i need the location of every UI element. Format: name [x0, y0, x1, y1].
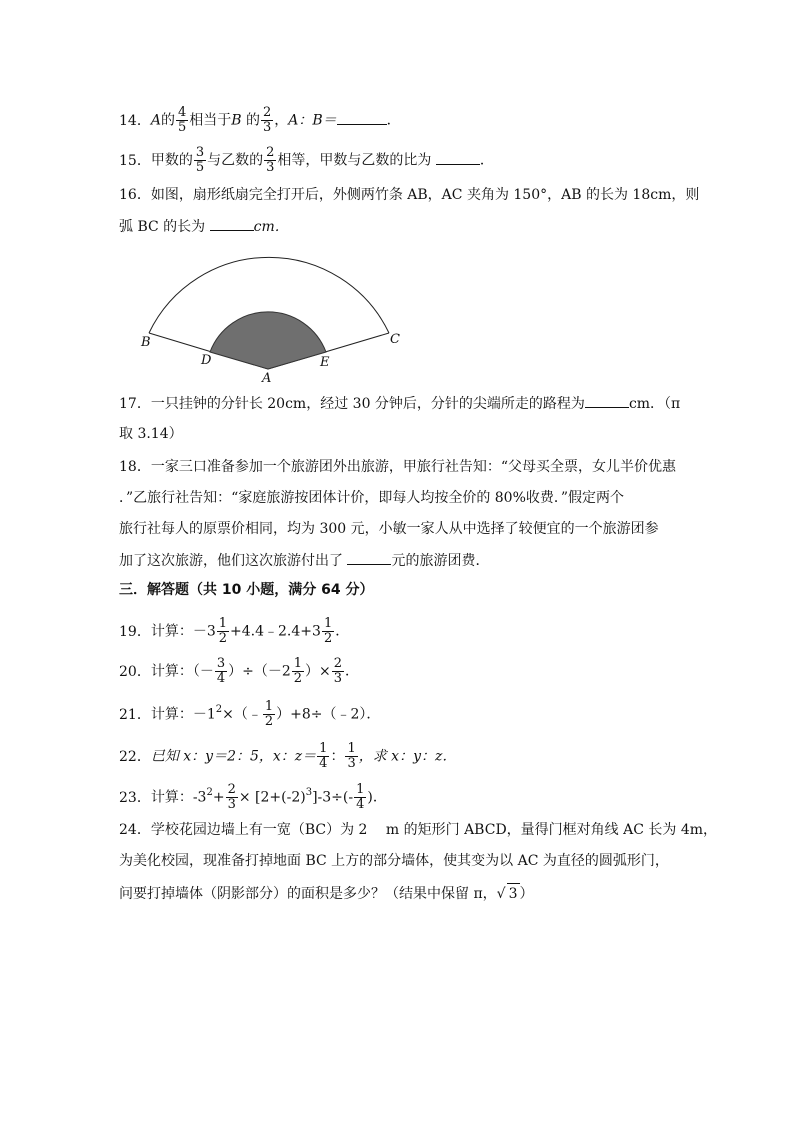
- question-number: 19．: [119, 623, 151, 640]
- text: 旅行社每人的原票价相同，均为 300 元，小敏一家人从中选择了较便宜的一个旅游团参: [119, 521, 659, 537]
- label-c: C: [390, 332, 400, 347]
- question-number: 14．: [119, 112, 151, 129]
- numerator: 1: [323, 616, 333, 631]
- question-number: 24．: [119, 822, 151, 838]
- numerator: 1: [347, 741, 356, 756]
- question-16: [119, 185, 699, 205]
- fraction: [176, 106, 188, 135]
- question-15: [119, 146, 494, 175]
- question-number: 21．: [119, 706, 151, 723]
- fraction: [263, 700, 275, 729]
- text: 为美化校园，现准备打掉地面 BC 上方的部分墙体，使其变为以 AC 为直径的圆弧形门，: [119, 853, 669, 869]
- text: +4.4﹣2.4+3: [230, 623, 321, 640]
- question-number: 15．: [119, 152, 151, 169]
- denominator: 2: [218, 631, 228, 646]
- label-e: E: [320, 355, 330, 370]
- text: 加了这次旅游，他们这次旅游付出了: [119, 553, 343, 569]
- text: 的: [160, 112, 175, 129]
- question-number: 16．: [119, 187, 151, 203]
- text: 计算：－3: [150, 623, 216, 640]
- question-21: [119, 700, 380, 729]
- fraction: [264, 146, 276, 175]
- question-14: [119, 106, 401, 135]
- question-17: [119, 393, 680, 414]
- numerator: 2: [227, 782, 236, 797]
- question-number: 22．: [119, 748, 151, 765]
- text: ．: [345, 663, 360, 680]
- superscript: 2: [206, 786, 213, 798]
- superscript: 3: [305, 786, 313, 798]
- question-18: [119, 457, 676, 477]
- numerator: 3: [195, 145, 205, 160]
- text: ．: [479, 152, 494, 169]
- question-19: [119, 617, 349, 646]
- answer-blank[interactable]: [585, 393, 629, 408]
- text: ．”乙旅行社告知：“家庭旅游按团体计价，即每人均按全价的 80%收费．”假定两个: [119, 490, 625, 506]
- fraction: [215, 657, 227, 686]
- fraction: [332, 657, 344, 686]
- text: × [2+(-2): [238, 789, 306, 806]
- denominator: 3: [347, 756, 356, 771]
- fraction: [194, 146, 206, 175]
- text: 甲数的: [150, 152, 193, 169]
- text: 如图，扇形纸扇完全打开后，外侧两竹条 AB，AC 夹角为 150°，AB 的长为 18cm，则: [150, 187, 700, 203]
- numerator: 1: [356, 782, 365, 797]
- question-22: [119, 742, 456, 771]
- text: 元的旅游团费．: [391, 553, 490, 569]
- question-24: [119, 820, 717, 840]
- denominator: 4: [216, 671, 226, 686]
- denominator: 3: [262, 120, 272, 135]
- text: 弧 BC 的长为: [119, 219, 206, 235]
- text: 问要打掉墙体（阴影部分）的面积是多少？（结果中保留 π，: [119, 886, 497, 902]
- section-heading: 三．解答题（共 10 小题，满分 64 分）: [119, 582, 374, 598]
- denominator: 2: [293, 671, 303, 686]
- numerator: 3: [216, 656, 226, 671]
- text: ）×: [305, 663, 331, 680]
- text: 取 3.14）: [119, 426, 183, 442]
- denominator: 5: [195, 160, 205, 175]
- radicand: 3: [507, 883, 520, 904]
- text: ：: [330, 748, 345, 765]
- question-18-line3: [119, 519, 659, 539]
- question-18-line4: [119, 550, 489, 571]
- text: ，求 x：y：z．: [358, 748, 457, 765]
- superscript: 2: [215, 703, 223, 715]
- answer-blank[interactable]: [436, 150, 480, 165]
- fraction: [217, 617, 229, 646]
- text: )．: [367, 789, 387, 806]
- text: 已知 x：y＝2：5，x：z＝: [150, 748, 317, 765]
- text: ）+8÷（﹣2）．: [276, 706, 381, 723]
- text: ）: [519, 886, 534, 902]
- text: 的: [241, 112, 260, 129]
- fraction: [354, 783, 366, 812]
- label-b: B: [141, 335, 151, 350]
- question-24-line2: [119, 851, 669, 871]
- denominator: 4: [319, 756, 328, 771]
- question-17-line2: [119, 424, 183, 444]
- fraction: [261, 106, 273, 135]
- denominator: 2: [323, 631, 333, 646]
- numerator: 1: [293, 656, 303, 671]
- text: 一只挂钟的分针长 20cm，经过 30 分钟后，分针的尖端所走的路程为: [150, 396, 585, 412]
- fraction: [317, 742, 329, 771]
- denominator: 3: [333, 671, 343, 686]
- text: +: [212, 789, 225, 806]
- sqrt-icon: √: [496, 886, 506, 902]
- var-a: A: [150, 112, 161, 129]
- numerator: 2: [262, 105, 272, 120]
- denominator: 3: [266, 160, 275, 175]
- numerator: 2: [333, 656, 343, 671]
- denominator: 3: [227, 797, 236, 812]
- question-24-line3: [119, 883, 534, 904]
- text: ．: [335, 623, 350, 640]
- text: 计算：－1: [150, 706, 216, 723]
- answer-blank[interactable]: [210, 216, 254, 231]
- numerator: 1: [218, 616, 228, 631]
- text: 相当于: [189, 112, 232, 129]
- numerator: 1: [264, 699, 274, 714]
- shaded-sector: [210, 312, 326, 369]
- text: ]-3÷(-: [312, 789, 354, 806]
- answer-blank[interactable]: [337, 110, 387, 125]
- question-number: 18．: [119, 459, 151, 475]
- denominator: 4: [356, 797, 365, 812]
- question-number: 23．: [119, 789, 151, 806]
- fraction: [345, 742, 357, 771]
- text: cm．（π: [628, 396, 681, 412]
- answer-blank[interactable]: [347, 550, 391, 565]
- text: 学校花园边墙上有一宽（BC）为 2 m 的矩形门 ABCD，量得门框对角线 AC 长为 4m，: [150, 822, 718, 838]
- text: 计算：-3: [150, 789, 207, 806]
- question-20: [119, 657, 359, 686]
- text: ×（﹣: [222, 706, 262, 723]
- text: ，: [274, 112, 289, 129]
- numerator: 2: [266, 145, 275, 160]
- fraction: [322, 617, 334, 646]
- text: cm．: [253, 219, 289, 235]
- label-d: D: [201, 353, 212, 368]
- fraction: [292, 657, 304, 686]
- question-16-line2: [119, 216, 289, 237]
- denominator: 2: [264, 714, 274, 729]
- text: 计算：（－: [150, 663, 214, 680]
- label-a: A: [262, 371, 272, 386]
- ratio-text: A：B＝: [288, 112, 337, 129]
- text: 一家三口准备参加一个旅游团外出旅游，甲旅行社告知：“父母买全票，女儿半价优惠: [150, 459, 676, 475]
- fan-figure: [135, 238, 415, 388]
- text: 相等，甲数与乙数的比为: [277, 152, 432, 169]
- fraction: [226, 783, 238, 812]
- numerator: 1: [319, 741, 328, 756]
- question-23: [119, 783, 387, 812]
- text: ）÷（－2: [228, 663, 291, 680]
- var-b: B: [231, 112, 242, 129]
- denominator: 5: [177, 120, 187, 135]
- question-number: 20．: [119, 663, 151, 680]
- text: 与乙数的: [207, 152, 264, 169]
- question-number: 17．: [119, 396, 151, 412]
- question-18-line2: [119, 488, 624, 508]
- text: ．: [386, 112, 401, 129]
- numerator: 4: [177, 105, 187, 120]
